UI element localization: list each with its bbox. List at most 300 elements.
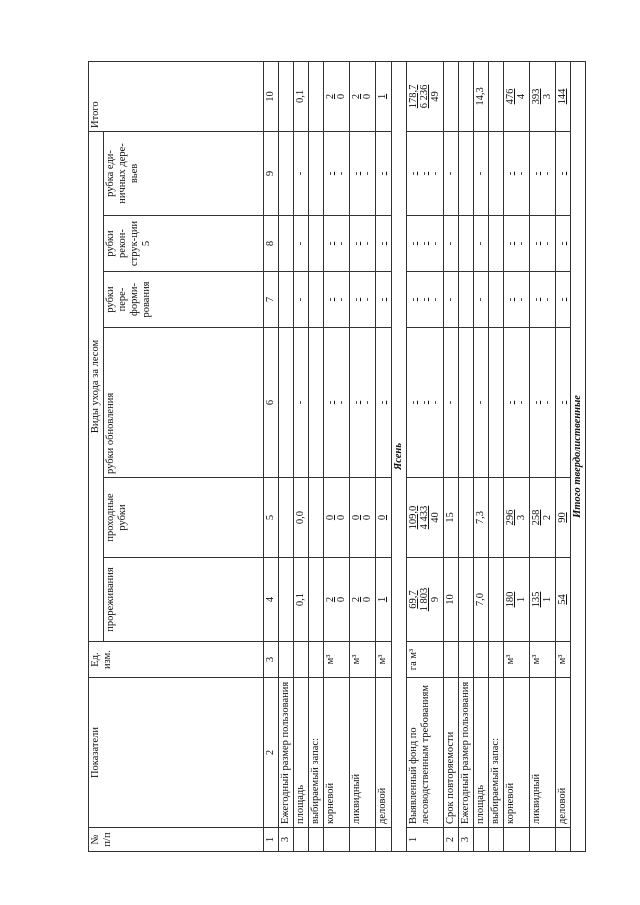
value-denominator: 0 bbox=[362, 596, 374, 603]
stacked-value bbox=[505, 510, 527, 526]
value-denominator: 0 bbox=[336, 93, 348, 100]
row-value bbox=[279, 272, 294, 328]
row-unit: м³ bbox=[376, 642, 391, 678]
header-row-1 bbox=[89, 61, 104, 851]
row-value bbox=[324, 216, 350, 272]
value-denominator: 4 bbox=[515, 93, 527, 100]
header-single-trees: рубка еди-ничных дере-вьев bbox=[104, 131, 264, 215]
stacked-value bbox=[557, 594, 568, 605]
row-value bbox=[406, 131, 443, 215]
stacked-value bbox=[531, 592, 553, 608]
value-denominator: 0 bbox=[336, 596, 348, 603]
row-value bbox=[309, 558, 324, 642]
header-no: № п/п bbox=[89, 828, 264, 852]
row-value: 10 bbox=[443, 558, 458, 642]
row-value bbox=[376, 328, 391, 478]
value-numerator: - bbox=[531, 241, 543, 246]
row-number bbox=[488, 828, 503, 852]
header-indicators: Показатели bbox=[89, 678, 264, 828]
row-value bbox=[556, 216, 571, 272]
row-label: площадь bbox=[473, 678, 488, 828]
value-denominator: - bbox=[429, 171, 441, 176]
colnum: 6 bbox=[264, 328, 279, 478]
stacked-value bbox=[325, 597, 347, 602]
row-value bbox=[443, 61, 458, 131]
stacked-value bbox=[505, 172, 527, 176]
row-label: Срок повторяемости bbox=[443, 678, 458, 828]
stacked-value bbox=[351, 298, 373, 302]
section-hardwood-title: Итого твердолиственные bbox=[571, 61, 586, 851]
stacked-value bbox=[531, 298, 553, 302]
value-numerator: 258 bbox=[531, 509, 543, 526]
row-value bbox=[309, 478, 324, 558]
row-value bbox=[350, 272, 376, 328]
row-value: - bbox=[473, 272, 488, 328]
table-row bbox=[376, 61, 391, 851]
row-value bbox=[503, 272, 529, 328]
colnum: 9 bbox=[264, 131, 279, 215]
stacked-value bbox=[505, 89, 527, 105]
row-number: 1 bbox=[406, 828, 443, 852]
stacked-value bbox=[351, 401, 373, 405]
row-value bbox=[406, 478, 443, 558]
row-value bbox=[458, 216, 473, 272]
value-numerator: 393 bbox=[531, 88, 543, 105]
row-value bbox=[503, 478, 529, 558]
row-value bbox=[376, 216, 391, 272]
value-numerator: 0 bbox=[351, 514, 363, 521]
row-value: 0,0 bbox=[294, 478, 309, 558]
row-value bbox=[309, 61, 324, 131]
value-denominator: 1 bbox=[515, 596, 527, 603]
stacked-value bbox=[408, 401, 441, 405]
header-reconstruction: рубки рекон-струк-ции 5 bbox=[104, 216, 264, 272]
value-denominator: 0 bbox=[336, 514, 348, 521]
row-label: площадь bbox=[294, 678, 309, 828]
stacked-value bbox=[325, 298, 347, 302]
value-numerator: 296 bbox=[504, 509, 516, 526]
section-hardwood bbox=[571, 61, 586, 851]
row-value bbox=[530, 328, 556, 478]
row-value bbox=[556, 558, 571, 642]
table-row bbox=[443, 61, 458, 851]
value-numerator: - bbox=[407, 297, 419, 302]
row-number bbox=[324, 828, 350, 852]
row-value: 0,1 bbox=[294, 61, 309, 131]
row-value bbox=[556, 328, 571, 478]
row-label: ликвидный bbox=[530, 678, 556, 828]
row-value bbox=[458, 478, 473, 558]
table-row bbox=[406, 61, 443, 851]
stacked-value bbox=[557, 89, 568, 105]
row-number bbox=[556, 828, 571, 852]
row-value: - bbox=[473, 131, 488, 215]
value-denominator: - bbox=[362, 297, 374, 302]
row-value bbox=[324, 328, 350, 478]
value-numerator: - bbox=[377, 297, 389, 302]
value-numerator: 476 bbox=[504, 88, 516, 105]
row-value bbox=[406, 216, 443, 272]
value-numerator: - bbox=[407, 400, 419, 405]
row-value bbox=[458, 61, 473, 131]
row-value bbox=[309, 216, 324, 272]
header-total: Итого bbox=[89, 61, 264, 131]
row-value: 0,1 bbox=[294, 558, 309, 642]
row-value bbox=[376, 131, 391, 215]
stacked-value bbox=[531, 510, 553, 526]
row-unit: м³ bbox=[324, 642, 350, 678]
row-value bbox=[324, 61, 350, 131]
value-numerator: - bbox=[557, 241, 569, 246]
row-value bbox=[556, 61, 571, 131]
value-numerator: - bbox=[504, 400, 516, 405]
value-denominator: - bbox=[418, 297, 430, 302]
row-value bbox=[530, 216, 556, 272]
stacked-value bbox=[351, 94, 373, 99]
row-value bbox=[406, 272, 443, 328]
stacked-value bbox=[505, 298, 527, 302]
row-value: - bbox=[294, 272, 309, 328]
row-value bbox=[488, 328, 503, 478]
value-denominator: - bbox=[362, 171, 374, 176]
value-denominator: 0 bbox=[362, 93, 374, 100]
value-denominator: 49 bbox=[429, 91, 441, 102]
row-value bbox=[324, 272, 350, 328]
value-denominator: - bbox=[429, 297, 441, 302]
row-value bbox=[350, 216, 376, 272]
row-label: деловой bbox=[556, 678, 571, 828]
row-number: 3 bbox=[458, 828, 473, 852]
header-unit: Ед. изм. bbox=[89, 642, 264, 678]
row-value bbox=[279, 558, 294, 642]
row-value bbox=[503, 131, 529, 215]
value-numerator: - bbox=[557, 297, 569, 302]
value-numerator: - bbox=[351, 297, 363, 302]
colnum: 7 bbox=[264, 272, 279, 328]
value-numerator: 69,7 bbox=[407, 590, 419, 609]
table-row bbox=[503, 61, 529, 851]
row-value bbox=[309, 328, 324, 478]
value-numerator: 2 bbox=[351, 596, 363, 603]
value-numerator: 1 bbox=[377, 93, 389, 100]
stacked-value bbox=[325, 242, 347, 246]
stacked-value bbox=[377, 242, 388, 246]
row-value: - bbox=[294, 216, 309, 272]
stacked-value bbox=[377, 172, 388, 176]
row-number bbox=[294, 828, 309, 852]
value-denominator: - bbox=[418, 400, 430, 405]
table-row bbox=[294, 61, 309, 851]
stacked-value bbox=[531, 242, 553, 246]
colnum: 1 bbox=[264, 828, 279, 852]
row-value: 7,0 bbox=[473, 558, 488, 642]
row-value: 15 bbox=[443, 478, 458, 558]
stacked-value bbox=[408, 172, 441, 176]
row-unit bbox=[458, 642, 473, 678]
value-denominator: - bbox=[336, 400, 348, 405]
value-denominator: 3 bbox=[542, 93, 554, 100]
value-denominator: 40 bbox=[429, 512, 441, 523]
value-numerator: 178,7 bbox=[407, 84, 419, 109]
stacked-value bbox=[377, 298, 388, 302]
colnum: 5 bbox=[264, 478, 279, 558]
value-numerator: 54 bbox=[557, 594, 569, 605]
row-value bbox=[324, 558, 350, 642]
stacked-value bbox=[377, 597, 388, 602]
value-numerator: - bbox=[325, 241, 337, 246]
row-value bbox=[503, 328, 529, 478]
row-unit: м³ bbox=[503, 642, 529, 678]
row-unit: га м³ bbox=[406, 642, 443, 678]
row-value bbox=[488, 272, 503, 328]
row-value bbox=[350, 328, 376, 478]
colnum: 8 bbox=[264, 216, 279, 272]
value-numerator: - bbox=[351, 171, 363, 176]
value-denominator: 2 bbox=[542, 514, 554, 521]
row-number: 2 bbox=[443, 828, 458, 852]
stacked-value bbox=[351, 172, 373, 176]
value-numerator: - bbox=[504, 241, 516, 246]
row-number bbox=[376, 828, 391, 852]
value-denominator: - bbox=[336, 297, 348, 302]
value-numerator: - bbox=[377, 400, 389, 405]
row-label: деловой bbox=[376, 678, 391, 828]
row-unit: м³ bbox=[350, 642, 376, 678]
row-value bbox=[530, 61, 556, 131]
stacked-value bbox=[557, 172, 568, 176]
colnum: 4 bbox=[264, 558, 279, 642]
value-numerator: - bbox=[557, 400, 569, 405]
row-value bbox=[350, 558, 376, 642]
header-renewal: рубки обновления bbox=[104, 328, 264, 478]
row-value bbox=[503, 61, 529, 131]
value-denominator: 6 236 bbox=[418, 84, 430, 109]
row-value bbox=[530, 272, 556, 328]
value-numerator: - bbox=[377, 171, 389, 176]
value-numerator: 144 bbox=[557, 88, 569, 105]
row-value bbox=[279, 61, 294, 131]
stacked-value bbox=[505, 592, 527, 608]
stacked-value bbox=[408, 85, 441, 109]
row-label: выбираемый запас: bbox=[488, 678, 503, 828]
row-unit bbox=[309, 642, 324, 678]
row-number bbox=[350, 828, 376, 852]
row-value bbox=[458, 131, 473, 215]
value-numerator: - bbox=[531, 297, 543, 302]
value-denominator: - bbox=[336, 241, 348, 246]
row-value: 7,3 bbox=[473, 478, 488, 558]
row-label: Выявленный фонд по лесоводственным требованиям bbox=[406, 678, 443, 828]
value-numerator: - bbox=[504, 297, 516, 302]
row-value: - bbox=[443, 216, 458, 272]
row-value bbox=[376, 272, 391, 328]
row-value bbox=[556, 478, 571, 558]
row-value bbox=[458, 272, 473, 328]
table-row bbox=[530, 61, 556, 851]
row-value: - bbox=[473, 328, 488, 478]
colnum: 3 bbox=[264, 642, 279, 678]
stacked-value bbox=[377, 515, 388, 520]
value-denominator: - bbox=[418, 171, 430, 176]
row-value bbox=[350, 478, 376, 558]
row-value bbox=[279, 328, 294, 478]
row-value bbox=[458, 558, 473, 642]
value-denominator: 1 803 bbox=[418, 587, 430, 612]
value-numerator: - bbox=[557, 171, 569, 176]
stacked-value bbox=[408, 242, 441, 246]
value-denominator: - bbox=[515, 241, 527, 246]
value-numerator: - bbox=[504, 171, 516, 176]
row-value bbox=[324, 131, 350, 215]
header-care-types: Виды ухода за лесом bbox=[89, 131, 104, 641]
section-ash bbox=[391, 61, 406, 851]
row-value bbox=[530, 558, 556, 642]
row-value bbox=[458, 328, 473, 478]
value-denominator: - bbox=[429, 241, 441, 246]
value-denominator: 3 bbox=[515, 514, 527, 521]
row-unit bbox=[279, 642, 294, 678]
header-reformation: рубки пере-форми-рования bbox=[104, 272, 264, 328]
stacked-value bbox=[531, 172, 553, 176]
value-numerator: - bbox=[531, 171, 543, 176]
value-numerator: - bbox=[351, 241, 363, 246]
value-denominator: - bbox=[542, 400, 554, 405]
row-unit bbox=[294, 642, 309, 678]
row-value bbox=[503, 216, 529, 272]
row-unit bbox=[473, 642, 488, 678]
row-value bbox=[488, 558, 503, 642]
colnum: 10 bbox=[264, 61, 279, 131]
row-value bbox=[309, 272, 324, 328]
value-numerator: 2 bbox=[351, 93, 363, 100]
row-unit: м³ bbox=[530, 642, 556, 678]
table-row bbox=[458, 61, 473, 851]
row-value bbox=[350, 61, 376, 131]
row-value: 14,3 bbox=[473, 61, 488, 131]
row-value bbox=[376, 478, 391, 558]
row-value: - bbox=[294, 328, 309, 478]
row-value bbox=[556, 131, 571, 215]
row-number bbox=[503, 828, 529, 852]
stacked-value bbox=[505, 242, 527, 246]
value-numerator: 1 bbox=[377, 596, 389, 603]
row-value: - bbox=[443, 272, 458, 328]
value-denominator: - bbox=[542, 171, 554, 176]
value-denominator: - bbox=[418, 241, 430, 246]
row-value bbox=[376, 558, 391, 642]
row-value bbox=[376, 61, 391, 131]
value-numerator: - bbox=[325, 400, 337, 405]
row-label: Ежегодный размер пользования bbox=[279, 678, 294, 828]
value-denominator: 4 433 bbox=[418, 505, 430, 530]
row-value: - bbox=[443, 131, 458, 215]
value-numerator: 135 bbox=[531, 591, 543, 608]
value-denominator: - bbox=[362, 400, 374, 405]
value-denominator: 0 bbox=[362, 514, 374, 521]
row-value: - bbox=[443, 328, 458, 478]
stacked-value bbox=[557, 298, 568, 302]
table-row bbox=[556, 61, 571, 851]
stacked-value bbox=[351, 515, 373, 520]
forest-care-table bbox=[88, 61, 586, 852]
value-denominator: - bbox=[336, 171, 348, 176]
value-denominator: - bbox=[515, 171, 527, 176]
row-value bbox=[350, 131, 376, 215]
row-value bbox=[279, 131, 294, 215]
row-number bbox=[473, 828, 488, 852]
row-unit bbox=[443, 642, 458, 678]
stacked-value bbox=[505, 401, 527, 405]
value-numerator: 109,0 bbox=[407, 505, 419, 530]
row-unit bbox=[488, 642, 503, 678]
row-value bbox=[488, 216, 503, 272]
header-thinning-young: прореживания bbox=[104, 558, 264, 642]
section-ash-title: Ясень bbox=[391, 61, 406, 851]
colnum: 2 bbox=[264, 678, 279, 828]
rotated-table-sheet bbox=[88, 62, 584, 852]
stacked-value bbox=[377, 401, 388, 405]
row-number bbox=[309, 828, 324, 852]
value-denominator: 1 bbox=[542, 596, 554, 603]
value-numerator: 0 bbox=[377, 514, 389, 521]
value-numerator: - bbox=[407, 171, 419, 176]
value-numerator: - bbox=[377, 241, 389, 246]
table-row bbox=[279, 61, 294, 851]
row-label: выбираемый запас: bbox=[309, 678, 324, 828]
value-numerator: - bbox=[351, 400, 363, 405]
stacked-value bbox=[408, 506, 441, 530]
table-row bbox=[488, 61, 503, 851]
row-value bbox=[406, 558, 443, 642]
row-unit: м³ bbox=[556, 642, 571, 678]
table-row bbox=[473, 61, 488, 851]
value-denominator: - bbox=[542, 297, 554, 302]
value-numerator: 2 bbox=[325, 596, 337, 603]
stacked-value bbox=[377, 94, 388, 99]
row-value bbox=[488, 61, 503, 131]
value-denominator: - bbox=[515, 400, 527, 405]
table-row bbox=[350, 61, 376, 851]
row-label: корневой bbox=[503, 678, 529, 828]
value-numerator: 90 bbox=[557, 512, 569, 523]
value-numerator: - bbox=[407, 241, 419, 246]
value-denominator: - bbox=[362, 241, 374, 246]
stacked-value bbox=[325, 401, 347, 405]
row-label: ликвидный bbox=[350, 678, 376, 828]
row-label: корневой bbox=[324, 678, 350, 828]
row-value bbox=[309, 131, 324, 215]
header-thinning-passing: проходные рубки bbox=[104, 478, 264, 558]
stacked-value bbox=[325, 515, 347, 520]
row-value: - bbox=[473, 216, 488, 272]
value-numerator: - bbox=[325, 171, 337, 176]
stacked-value bbox=[557, 401, 568, 405]
value-numerator: - bbox=[325, 297, 337, 302]
row-value bbox=[279, 216, 294, 272]
stacked-value bbox=[325, 94, 347, 99]
row-value bbox=[279, 478, 294, 558]
row-value bbox=[488, 478, 503, 558]
stacked-value bbox=[531, 401, 553, 405]
stacked-value bbox=[351, 242, 373, 246]
stacked-value bbox=[408, 298, 441, 302]
table-row bbox=[324, 61, 350, 851]
stacked-value bbox=[351, 597, 373, 602]
value-numerator: 0 bbox=[325, 514, 337, 521]
stacked-value bbox=[557, 242, 568, 246]
row-number bbox=[530, 828, 556, 852]
row-value bbox=[324, 478, 350, 558]
